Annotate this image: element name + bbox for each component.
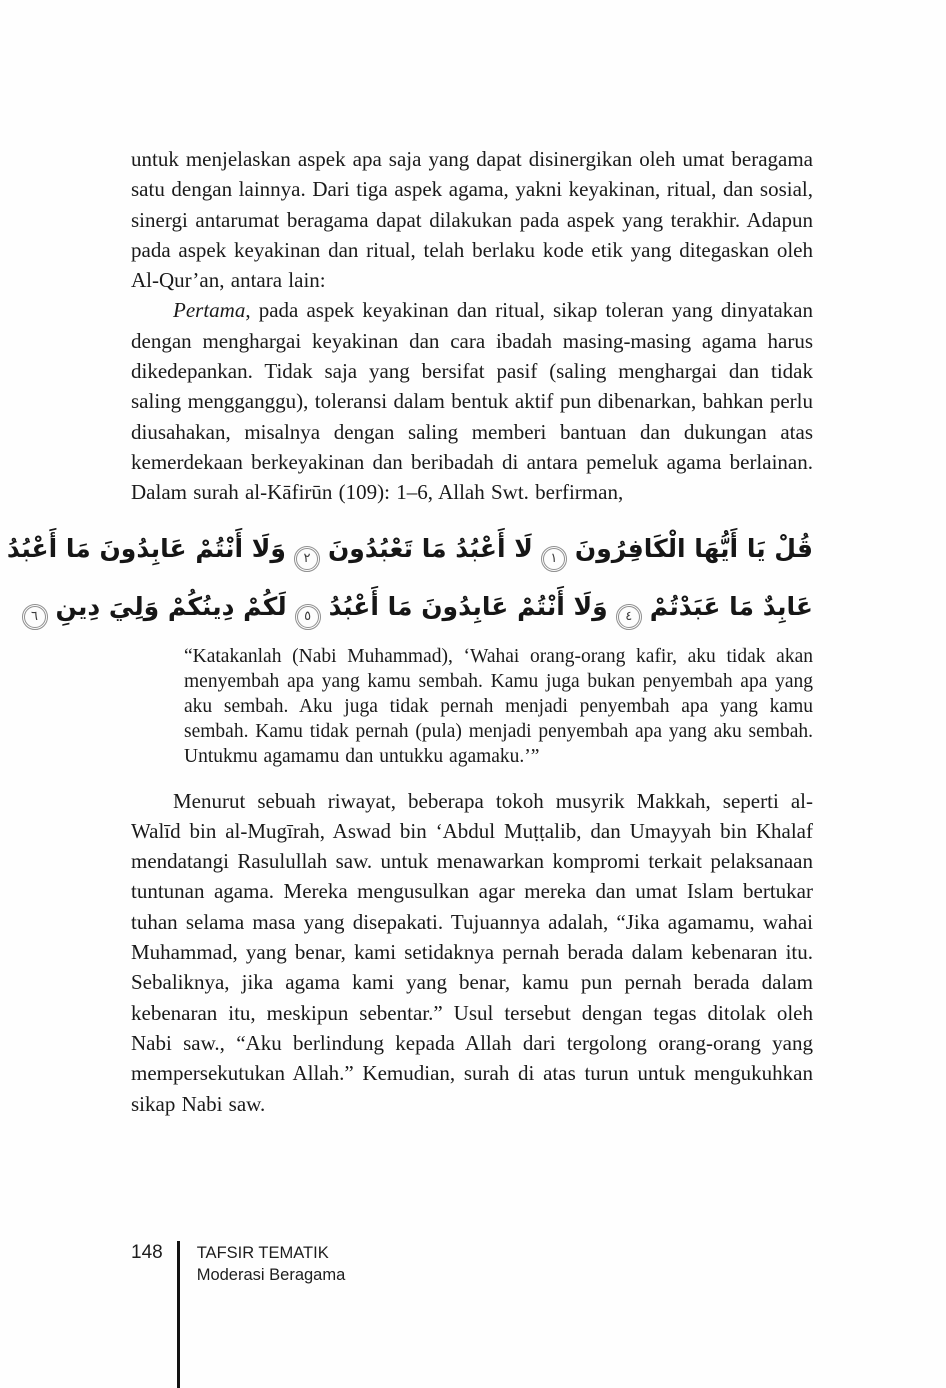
page-content (6, 144, 813, 1119)
book-subtitle: Moderasi Beragama (196, 1266, 346, 1284)
quran-text-segment: وَلَا أَنْتُمْ عَابِدُونَ مَا أَعْبُدُ (328, 591, 608, 621)
body-paragraph-1 (131, 144, 813, 295)
quran-text-segment: لَا أَعْبُدُ مَا تَعْبُدُونَ (327, 533, 533, 563)
ayah-number-marker: ٤ (616, 604, 642, 630)
verse-translation-quote (184, 644, 813, 770)
ayah-number-marker: ٥ (295, 604, 321, 630)
paragraph-text: untuk menjelaskan aspek apa saja yang dapat disinergikan oleh umat beragama satu dengan lainnya. Dari tiga aspek agama, yakni keyakinan, ritual, dan sosial, sinergi antarumat beragama dapat dilakukan pada aspek yang terakhir. Adapun pada aspek keyakinan dan ritual, telah berlaku kode etik yang ditegaskan oleh Al-Qur’an, antara lain: (131, 147, 813, 293)
quran-text-segment: وَلَا أَنْتُمْ عَابِدُونَ مَا أَعْبُدُ (6, 533, 286, 563)
body-paragraph-2 (131, 295, 813, 507)
page-number: 148 (131, 1242, 163, 1263)
paragraph-lead-italic: Pertama (173, 298, 246, 323)
quran-line (6, 520, 813, 578)
ayah-number-marker: ٦ (22, 604, 48, 630)
book-title: TAFSIR TEMATIK (196, 1244, 329, 1262)
page-footer (131, 1241, 345, 1388)
translation-text: “Katakanlah (Nabi Muhammad), ‘Wahai orang-orang kafir, aku tidak akan menyembah apa yang kamu sembah. Kamu juga bukan penyembah apa yang aku sembah. Aku juga tidak pernah menjadi penyembah apa yang kamu sembah. Kamu tidak pernah (pula) menjadi penyembah apa yang aku sembah. Untukmu agamamu dan untukku agamaku.’” (184, 645, 813, 768)
quran-line (31, 578, 813, 636)
paragraph-text: , pada aspek keyakinan dan ritual, sikap toleran yang dinyatakan dengan menghargai keyakinan dan cara ibadah masing-masing agama harus dikedepankan. Tidak saja yang bersifat pasif (saling menghargai dan tidak saling mengganggu), toleransi dalam bentuk aktif pun dibenarkan, bahkan perlu diusahakan, misalnya dengan saling memberi bantuan dan dukungan atas kemerdekaan berkeyakinan dan beribadah di antara pemeluk agama berlainan. Dalam surah al-Kāfirūn (109): 1–6, Allah Swt. berfirman, (131, 298, 813, 505)
paragraph-text: Menurut sebuah riwayat, beberapa tokoh musyrik Makkah, seperti al-Walīd bin al-Mugīrah, Aswad bin ‘Abdul Muṭṭalib, dan Umayyah bin Khalaf mendatangi Rasulullah saw. untuk menawarkan kompromi terkait pelaksanaan tuntunan agama. Mereka mengusulkan agar mereka dan umat Islam bertukar tuhan selama masa yang disepakati. Tujuannya adalah, “Jika agamamu, wahai Muhammad, yang benar, kami setidaknya pernah berada dalam kebenaran itu. Sebaliknya, jika agama kami yang benar, kamu pun pernah berada dalam kebenaran itu, meskipun sebentar.” Usul tersebut dengan tegas ditolak oleh Nabi saw., “Aku berlindung kepada Allah dari tergolong orang-orang yang mempersekutukan Allah.” Kemudian, surah di atas turun untuk mengukuhkan sikap Nabi saw. (131, 788, 813, 1116)
ayah-number-marker: ٢ (294, 546, 320, 572)
book-info (197, 1241, 346, 1286)
quran-text-segment: عَابِدٌ مَا عَبَدْتُمْ (649, 591, 813, 621)
footer-divider-line (177, 1241, 180, 1388)
quran-text-segment: لَكُمْ دِينُكُمْ وَلِيَ دِينِ (55, 591, 287, 621)
quran-verse-block (6, 520, 813, 636)
ayah-number-marker: ١ (541, 546, 567, 572)
body-paragraph-3 (131, 786, 813, 1119)
quran-text-segment: قُلْ يَا أَيُّهَا الْكَافِرُونَ (574, 533, 813, 563)
